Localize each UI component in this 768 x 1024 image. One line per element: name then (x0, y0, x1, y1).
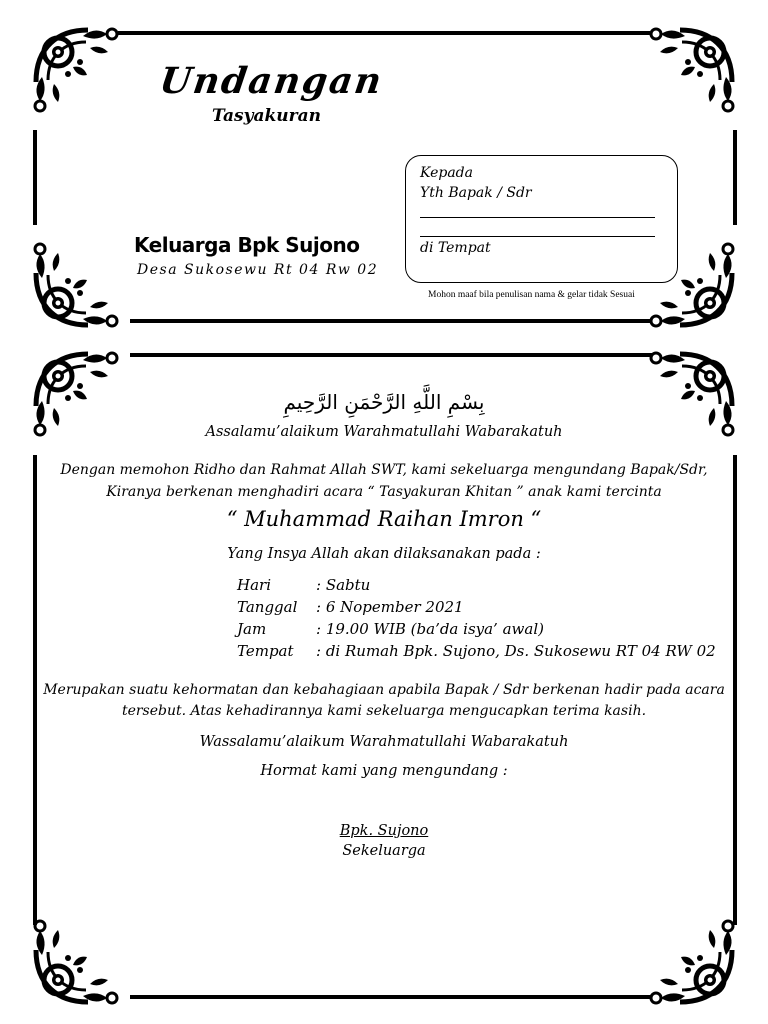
intro-line-1: Dengan memohon Ridho dan Rahmat Allah SWT, kami sekeluarga mengundang Bapak/Sdr, (60, 462, 708, 478)
address-to-label: Kepada (420, 165, 473, 181)
invitation-title: Undangan (157, 60, 386, 102)
card-top-border (130, 353, 652, 357)
envelope-left-border (33, 130, 37, 225)
bismillah-calligraphy: بِسْمِ اللَّهِ الرَّحْمَنِ الرَّحِيمِ (283, 390, 485, 414)
schedule-value: : Sabtu (316, 576, 371, 594)
corner-ornament-icon (28, 910, 128, 1010)
envelope-top-border (118, 31, 650, 35)
schedule-label: Hari (237, 576, 271, 594)
intro-line-2: Kiranya berkenan menghadiri acara “ Tasyakuran Khitan ” anak kami tercinta (106, 484, 662, 500)
envelope-bottom-border (130, 319, 652, 323)
opening-salam: Assalamu’alaikum Warahmatullahi Wabarakatuh (205, 424, 563, 440)
sender-address: Desa Sukosewu Rt 04 Rw 02 (137, 262, 379, 278)
schedule-label: Jam (237, 620, 267, 638)
schedule-label: Tanggal (237, 598, 298, 616)
corner-ornament-icon (640, 910, 740, 1010)
corner-ornament-icon (28, 22, 128, 122)
address-blank-line (420, 217, 655, 218)
child-name: “ Muhammad Raihan Imron “ (226, 507, 542, 531)
schedule-value: : di Rumah Bpk. Sujono, Ds. Sukosewu RT 04 RW 02 (316, 642, 716, 660)
closing-line-1: Merupakan suatu kehormatan dan kebahagiaan apabila Bapak / Sdr berkenan hadir pada acara (43, 682, 725, 698)
schedule-label: Tempat (237, 642, 294, 660)
card-bottom-border (130, 995, 652, 999)
regards-line: Hormat kami yang mengundang : (260, 763, 508, 779)
corner-ornament-icon (640, 22, 740, 122)
sender-name: Keluarga Bpk Sujono (134, 233, 360, 257)
corner-ornament-icon (28, 233, 128, 333)
address-to-line: Yth Bapak / Sdr (420, 185, 532, 201)
signer-family: Sekeluarga (342, 843, 426, 859)
closing-salam: Wassalamu’alaikum Warahmatullahi Wabarakatuh (199, 734, 569, 750)
address-place-label: di Tempat (420, 240, 491, 256)
schedule-value: : 19.00 WIB (ba’da isya’ awal) (316, 620, 544, 638)
schedule-intro: Yang Insya Allah akan dilaksanakan pada : (227, 546, 541, 562)
signer-name: Bpk. Sujono (339, 823, 429, 839)
address-blank-line (420, 236, 655, 237)
invitation-subtitle: Tasyakuran (212, 106, 321, 126)
closing-line-2: tersebut. Atas kehadirannya kami sekeluarga mengucapkan terima kasih. (121, 703, 647, 719)
envelope-right-border (733, 130, 737, 225)
apology-note: Mohon maaf bila penulisan nama & gelar tidak Sesuai (428, 290, 635, 300)
schedule-value: : 6 Nopember 2021 (316, 598, 464, 616)
